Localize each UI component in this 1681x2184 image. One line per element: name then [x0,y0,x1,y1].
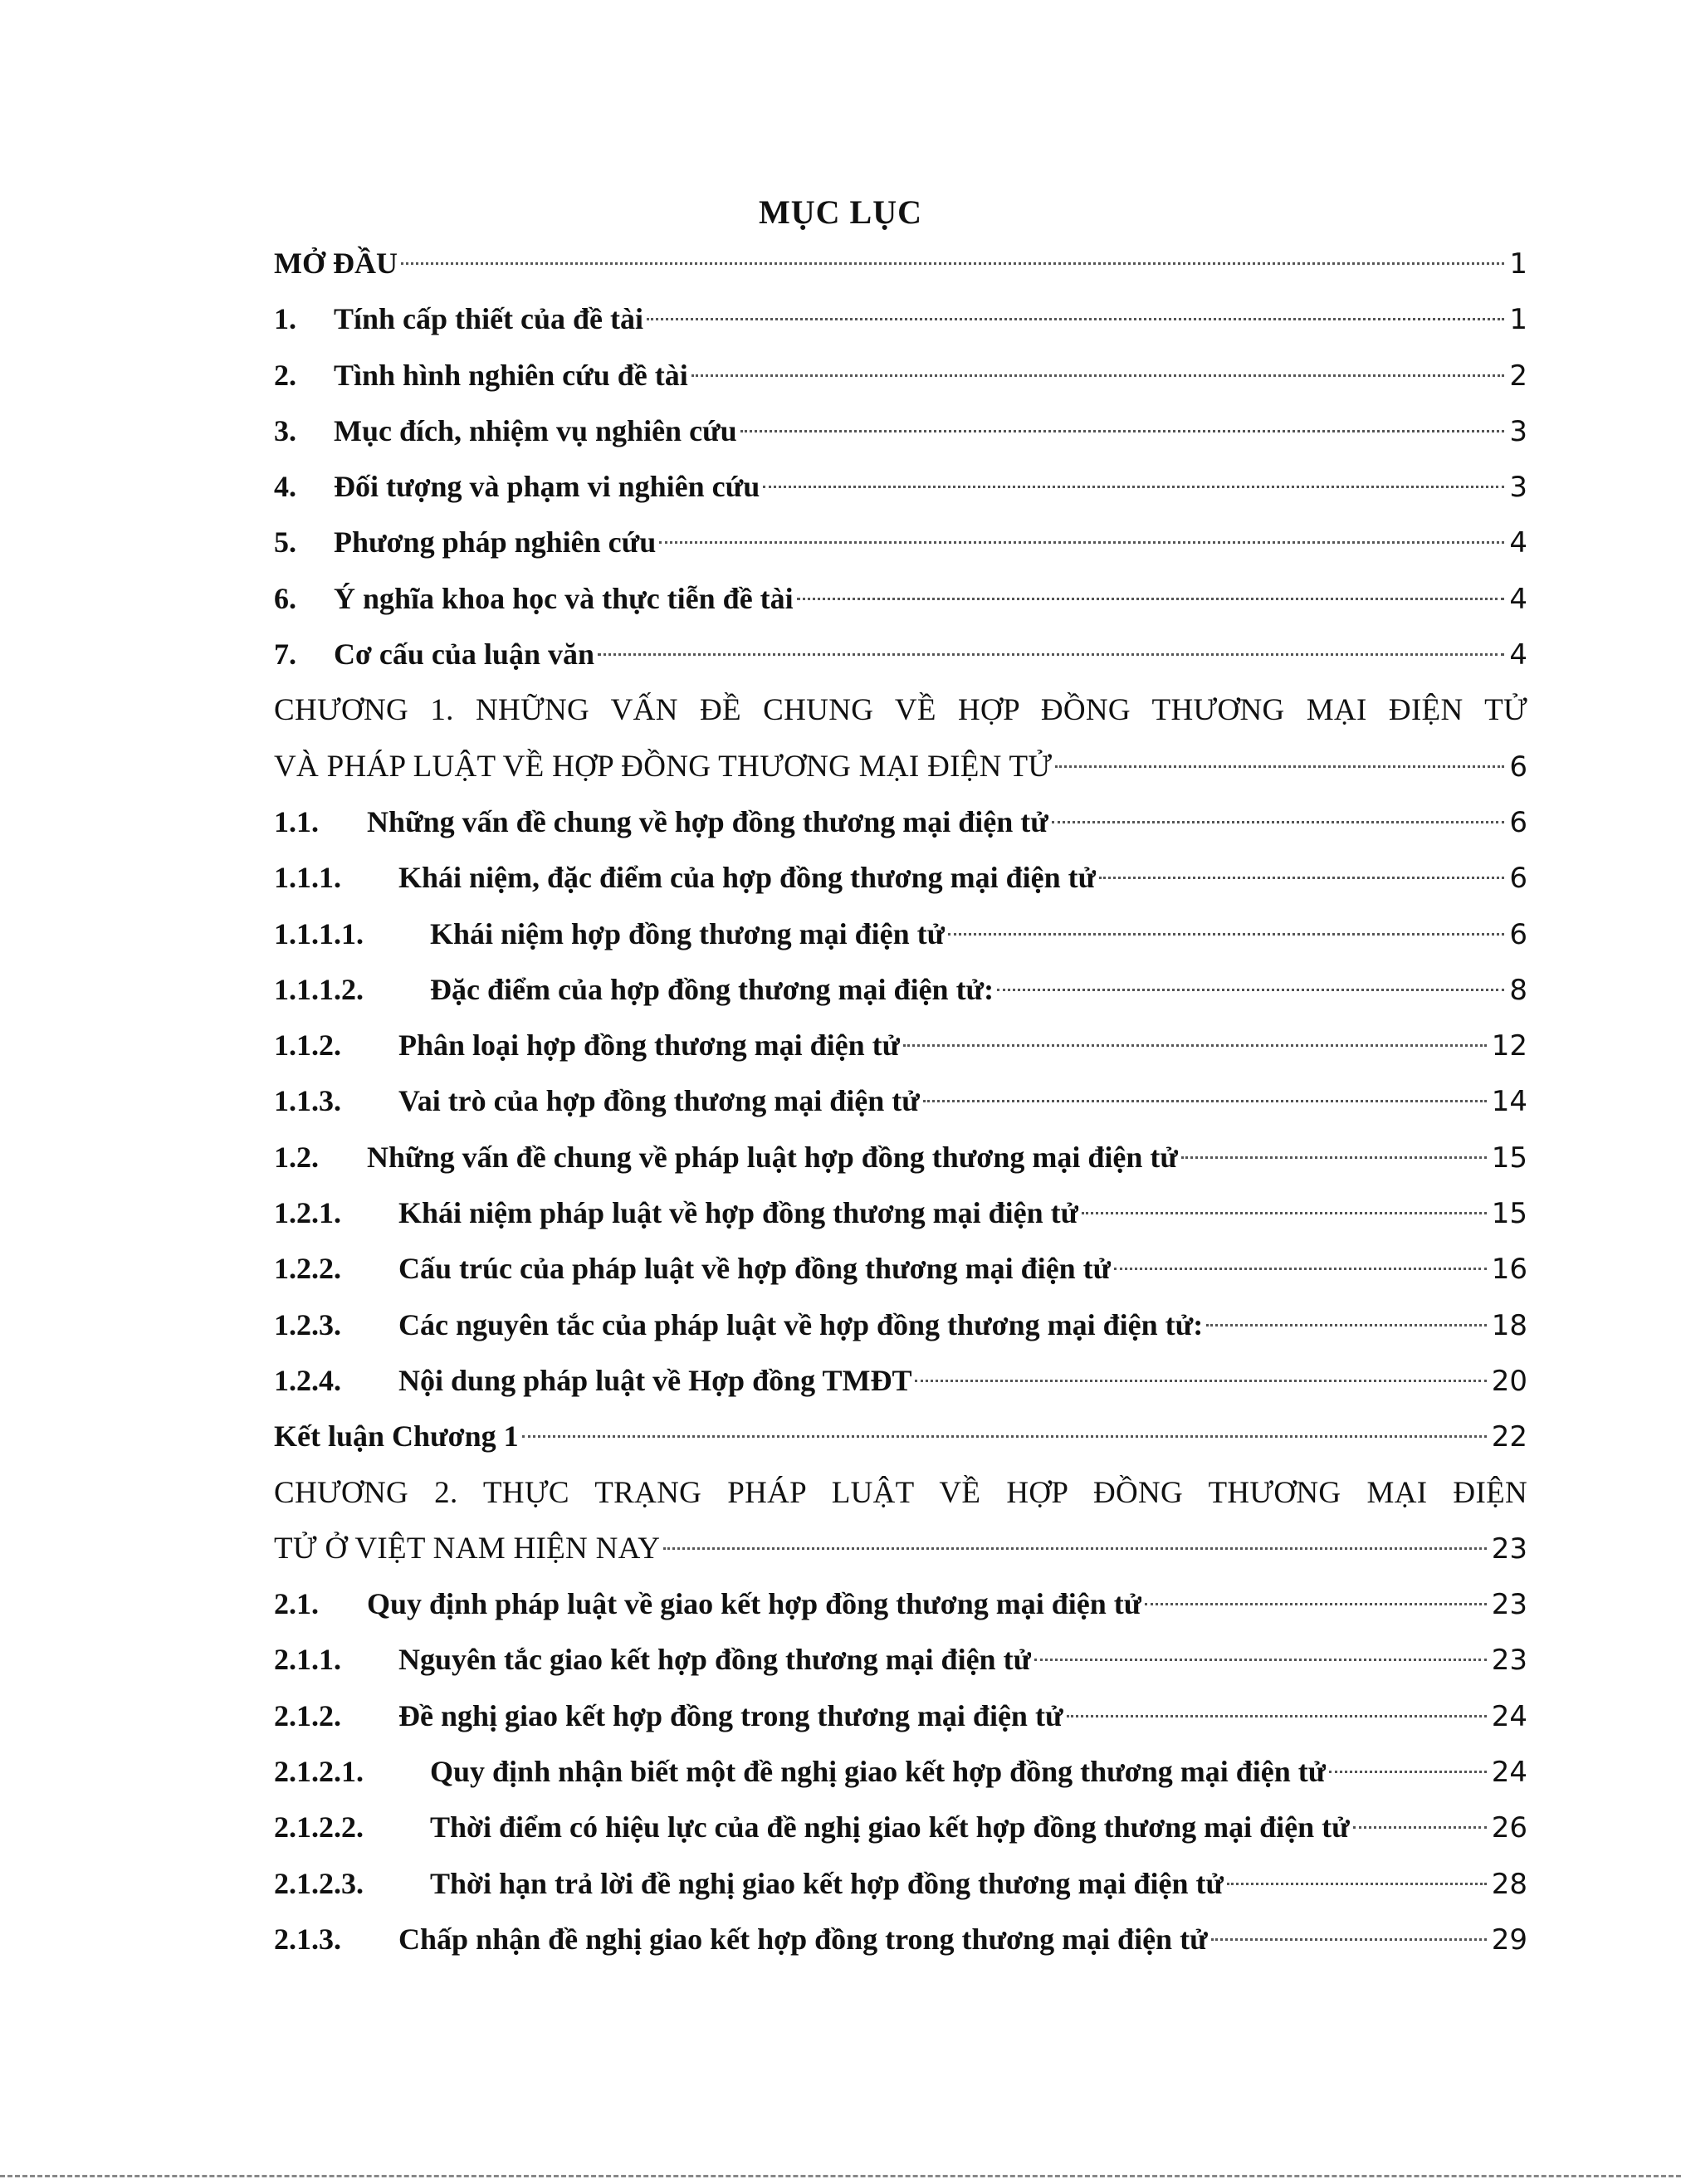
toc-entry-label: Nội dung pháp luật về Hợp đồng TMĐT [398,1363,912,1397]
page-bottom-edge [0,2175,1681,2177]
toc-entry-page: 6 [1509,917,1527,951]
toc-entry[interactable] [274,1185,1527,1241]
toc-entry-page: 1 [1509,247,1527,281]
toc-entry-number: 2.1.2. [274,1698,341,1732]
toc-entry-number: 5. [274,525,296,559]
dot-leader [1099,877,1504,879]
toc-entry-page: 18 [1491,1308,1527,1342]
dot-leader [522,1435,1487,1438]
toc-chapter-2[interactable] [274,1465,1527,1577]
toc-entry[interactable] [274,403,1527,459]
toc-entry-label: MỞ ĐẦU [274,247,398,280]
toc-entry[interactable] [274,1353,1527,1409]
toc-entry-page: 1 [1509,303,1527,337]
toc-chapter-1[interactable] [274,682,1527,794]
chapter-heading-line2: TỬ Ở VIỆT NAM HIỆN NAY [274,1531,661,1566]
dot-leader [1206,1324,1487,1327]
toc-entry-page: 23 [1491,1644,1527,1678]
toc-entry-page: 22 [1491,1420,1527,1454]
toc-entry[interactable] [274,962,1527,1018]
toc-entry-number: 7. [274,638,296,672]
dot-leader [923,1100,1487,1102]
toc-entry-number: 1.2.1. [274,1196,341,1230]
toc-entry-page: 26 [1491,1811,1527,1845]
toc-entry-number: 2. [274,358,296,392]
toc-entry[interactable] [274,627,1527,682]
dot-leader [1211,1938,1487,1941]
dot-leader [1114,1268,1487,1270]
toc-entry-page: 14 [1491,1085,1527,1119]
toc-entry[interactable] [274,1073,1527,1129]
toc-entry[interactable] [274,1297,1527,1353]
toc-entry-label: Kết luận Chương 1 [274,1419,519,1454]
dot-leader [659,541,1504,544]
dot-leader [903,1044,1487,1047]
toc-entry-page: 24 [1491,1756,1527,1790]
toc-entry[interactable] [274,1130,1527,1185]
toc-entry[interactable] [274,906,1527,962]
dot-leader [691,374,1505,377]
toc-entry[interactable] [274,291,1527,347]
dot-leader [1067,1715,1487,1717]
toc-entry-page: 29 [1491,1923,1527,1957]
toc-entry[interactable] [274,1688,1527,1744]
toc-entry-page: 4 [1509,638,1527,672]
dot-leader [1052,821,1504,823]
toc-entry-label: Cơ cấu của luận văn [334,638,594,672]
dot-leader [1055,765,1504,768]
toc-entry-label: Tính cấp thiết của đề tài [334,302,644,336]
dot-leader [598,653,1504,656]
dot-leader [948,933,1504,936]
toc-entry-page: 23 [1491,1588,1527,1622]
toc-entry-label: Đề nghị giao kết hợp đồng trong thương mại điện tử [398,1698,1063,1732]
dot-leader [997,989,1504,991]
toc-entry-number: 2.1.2.2. [274,1810,364,1844]
toc-entry-page: 15 [1491,1141,1527,1175]
toc-entry[interactable] [274,1241,1527,1297]
toc-entry-page: 3 [1509,471,1527,505]
table-of-contents [274,236,1527,1967]
toc-entry-label: Phân loại hợp đồng thương mại điện tử [398,1028,901,1063]
toc-entry-page: 4 [1509,582,1527,616]
chapter-heading-line2: VÀ PHÁP LUẬT VỀ HỢP ĐỒNG THƯƠNG MẠI ĐIỆN TỬ [274,749,1053,784]
toc-entry-page: 20 [1491,1364,1527,1398]
dot-leader [1227,1883,1487,1885]
toc-entry-label: Ý nghĩa khoa học và thực tiễn đề tài [334,581,794,615]
toc-entry-label: Phương pháp nghiên cứu [334,525,657,559]
toc-entry-chapter-1-conclusion[interactable] [274,1409,1527,1464]
toc-entry-label: Nguyên tắc giao kết hợp đồng thương mại điện tử [398,1643,1032,1677]
dot-leader [797,598,1505,600]
toc-entry-page: 6 [1509,750,1527,784]
toc-entry-label: Thời hạn trả lời đề nghị giao kết hợp đồng thương mại điện tử [430,1866,1224,1900]
toc-entry-label: Khái niệm, đặc điểm của hợp đồng thương mại điện tử [398,861,1097,895]
toc-entry[interactable] [274,459,1527,515]
toc-entry-page: 23 [1491,1532,1527,1566]
toc-entry-label: Những vấn đề chung về pháp luật hợp đồng thương mại điện tử [367,1140,1178,1174]
toc-entry-number: 1. [274,302,296,336]
dot-leader [1329,1771,1486,1773]
toc-entry-number: 2.1.2.1. [274,1755,364,1789]
chapter-heading-line1: CHƯƠNG 1. NHỮNG VẤN ĐỀ CHUNG VỀ HỢP ĐỒNG THƯƠNG MẠI ĐIỆN TỬ [274,693,1527,728]
toc-entry-label: Đặc điểm của hợp đồng thương mại điện tử: [430,972,994,1006]
toc-entry-number: 1.1.1.1. [274,916,364,950]
toc-entry-page: 6 [1509,862,1527,896]
toc-entry-label: Mục đích, nhiệm vụ nghiên cứu [334,413,737,447]
toc-entry-label: Khái niệm pháp luật về hợp đồng thương mại điện tử [398,1196,1079,1230]
toc-entry-label: Quy định pháp luật về giao kết hợp đồng thương mại điện tử [367,1587,1142,1621]
toc-entry-page: 24 [1491,1699,1527,1733]
toc-entry-number: 1.1.2. [274,1028,341,1063]
dot-leader [915,1380,1486,1382]
toc-entry-page: 2 [1509,359,1527,393]
toc-entry-page: 4 [1509,526,1527,560]
toc-entry[interactable] [274,515,1527,570]
dot-leader [1353,1826,1487,1829]
toc-entry-label: Chấp nhận đề nghị giao kết hợp đồng trong thương mại điện tử [398,1922,1208,1956]
toc-entry-number: 1.2.4. [274,1363,341,1397]
toc-entry-number: 4. [274,470,296,504]
toc-entry-number: 1.1.1.2. [274,972,364,1006]
toc-entry-label: Tình hình nghiên cứu đề tài [334,358,688,392]
toc-entry-label: Những vấn đề chung về hợp đồng thương mại điện tử [367,804,1048,838]
toc-entry[interactable] [274,571,1527,627]
toc-entry-label: Quy định nhận biết một đề nghị giao kết hợp đồng thương mại điện tử [430,1755,1327,1789]
toc-entry-number: 3. [274,413,296,447]
toc-entry[interactable] [274,1856,1527,1912]
toc-entry-label: Thời điểm có hiệu lực của đề nghị giao kết hợp đồng thương mại điện tử [430,1810,1350,1844]
toc-entry[interactable] [274,1744,1527,1800]
toc-entry-page: 3 [1509,414,1527,448]
toc-entry-page: 8 [1509,973,1527,1007]
toc-entry-number: 2.1.1. [274,1643,341,1677]
toc-entry-number: 2.1. [274,1587,319,1621]
toc-entry-number: 2.1.2.3. [274,1866,364,1900]
toc-entry-mo-dau[interactable] [274,236,1527,291]
dot-leader [1082,1212,1486,1214]
toc-entry[interactable] [274,850,1527,906]
dot-leader [1145,1603,1486,1605]
toc-entry-number: 1.2. [274,1140,319,1174]
toc-entry-page: 28 [1491,1867,1527,1901]
toc-entry[interactable] [274,794,1527,850]
dot-leader [1034,1659,1487,1661]
chapter-heading-line1: CHƯƠNG 2. THỰC TRẠNG PHÁP LUẬT VỀ HỢP ĐỒNG THƯƠNG MẠI ĐIỆN [274,1475,1527,1510]
dot-leader [647,318,1504,320]
toc-entry-label: Đối tượng và phạm vi nghiên cứu [334,470,760,504]
dot-leader [740,430,1505,432]
dot-leader [1181,1156,1487,1159]
toc-entry-label: Cấu trúc của pháp luật về hợp đồng thương mại điện tử [398,1252,1112,1286]
dot-leader [763,486,1504,488]
toc-entry-number: 2.1.3. [274,1922,341,1956]
toc-entry-number: 1.1.3. [274,1084,341,1118]
toc-title: MỤC LỤC [759,193,922,231]
toc-entry[interactable] [274,1632,1527,1688]
toc-entry-page: 15 [1491,1197,1527,1231]
toc-entry-page: 12 [1491,1029,1527,1063]
toc-entry[interactable] [274,348,1527,403]
toc-entry-number: 1.2.2. [274,1252,341,1286]
toc-entry-label: Vai trò của hợp đồng thương mại điện tử [398,1084,920,1118]
dot-leader [663,1547,1486,1550]
toc-entry-label: Khái niệm hợp đồng thương mại điện tử [430,916,946,950]
toc-entry-number: 1.1.1. [274,861,341,895]
toc-entry-number: 1.1. [274,804,319,838]
toc-entry-page: 6 [1509,805,1527,839]
toc-entry[interactable] [274,1576,1527,1632]
toc-entry-page: 16 [1491,1253,1527,1287]
toc-entry[interactable] [274,1018,1527,1073]
toc-entry-number: 6. [274,581,296,615]
toc-entry[interactable] [274,1912,1527,1967]
dot-leader [401,262,1504,265]
toc-entry[interactable] [274,1800,1527,1855]
toc-entry-number: 1.2.3. [274,1307,341,1341]
toc-entry-label: Các nguyên tắc của pháp luật về hợp đồng thương mại điện tử: [398,1307,1204,1341]
